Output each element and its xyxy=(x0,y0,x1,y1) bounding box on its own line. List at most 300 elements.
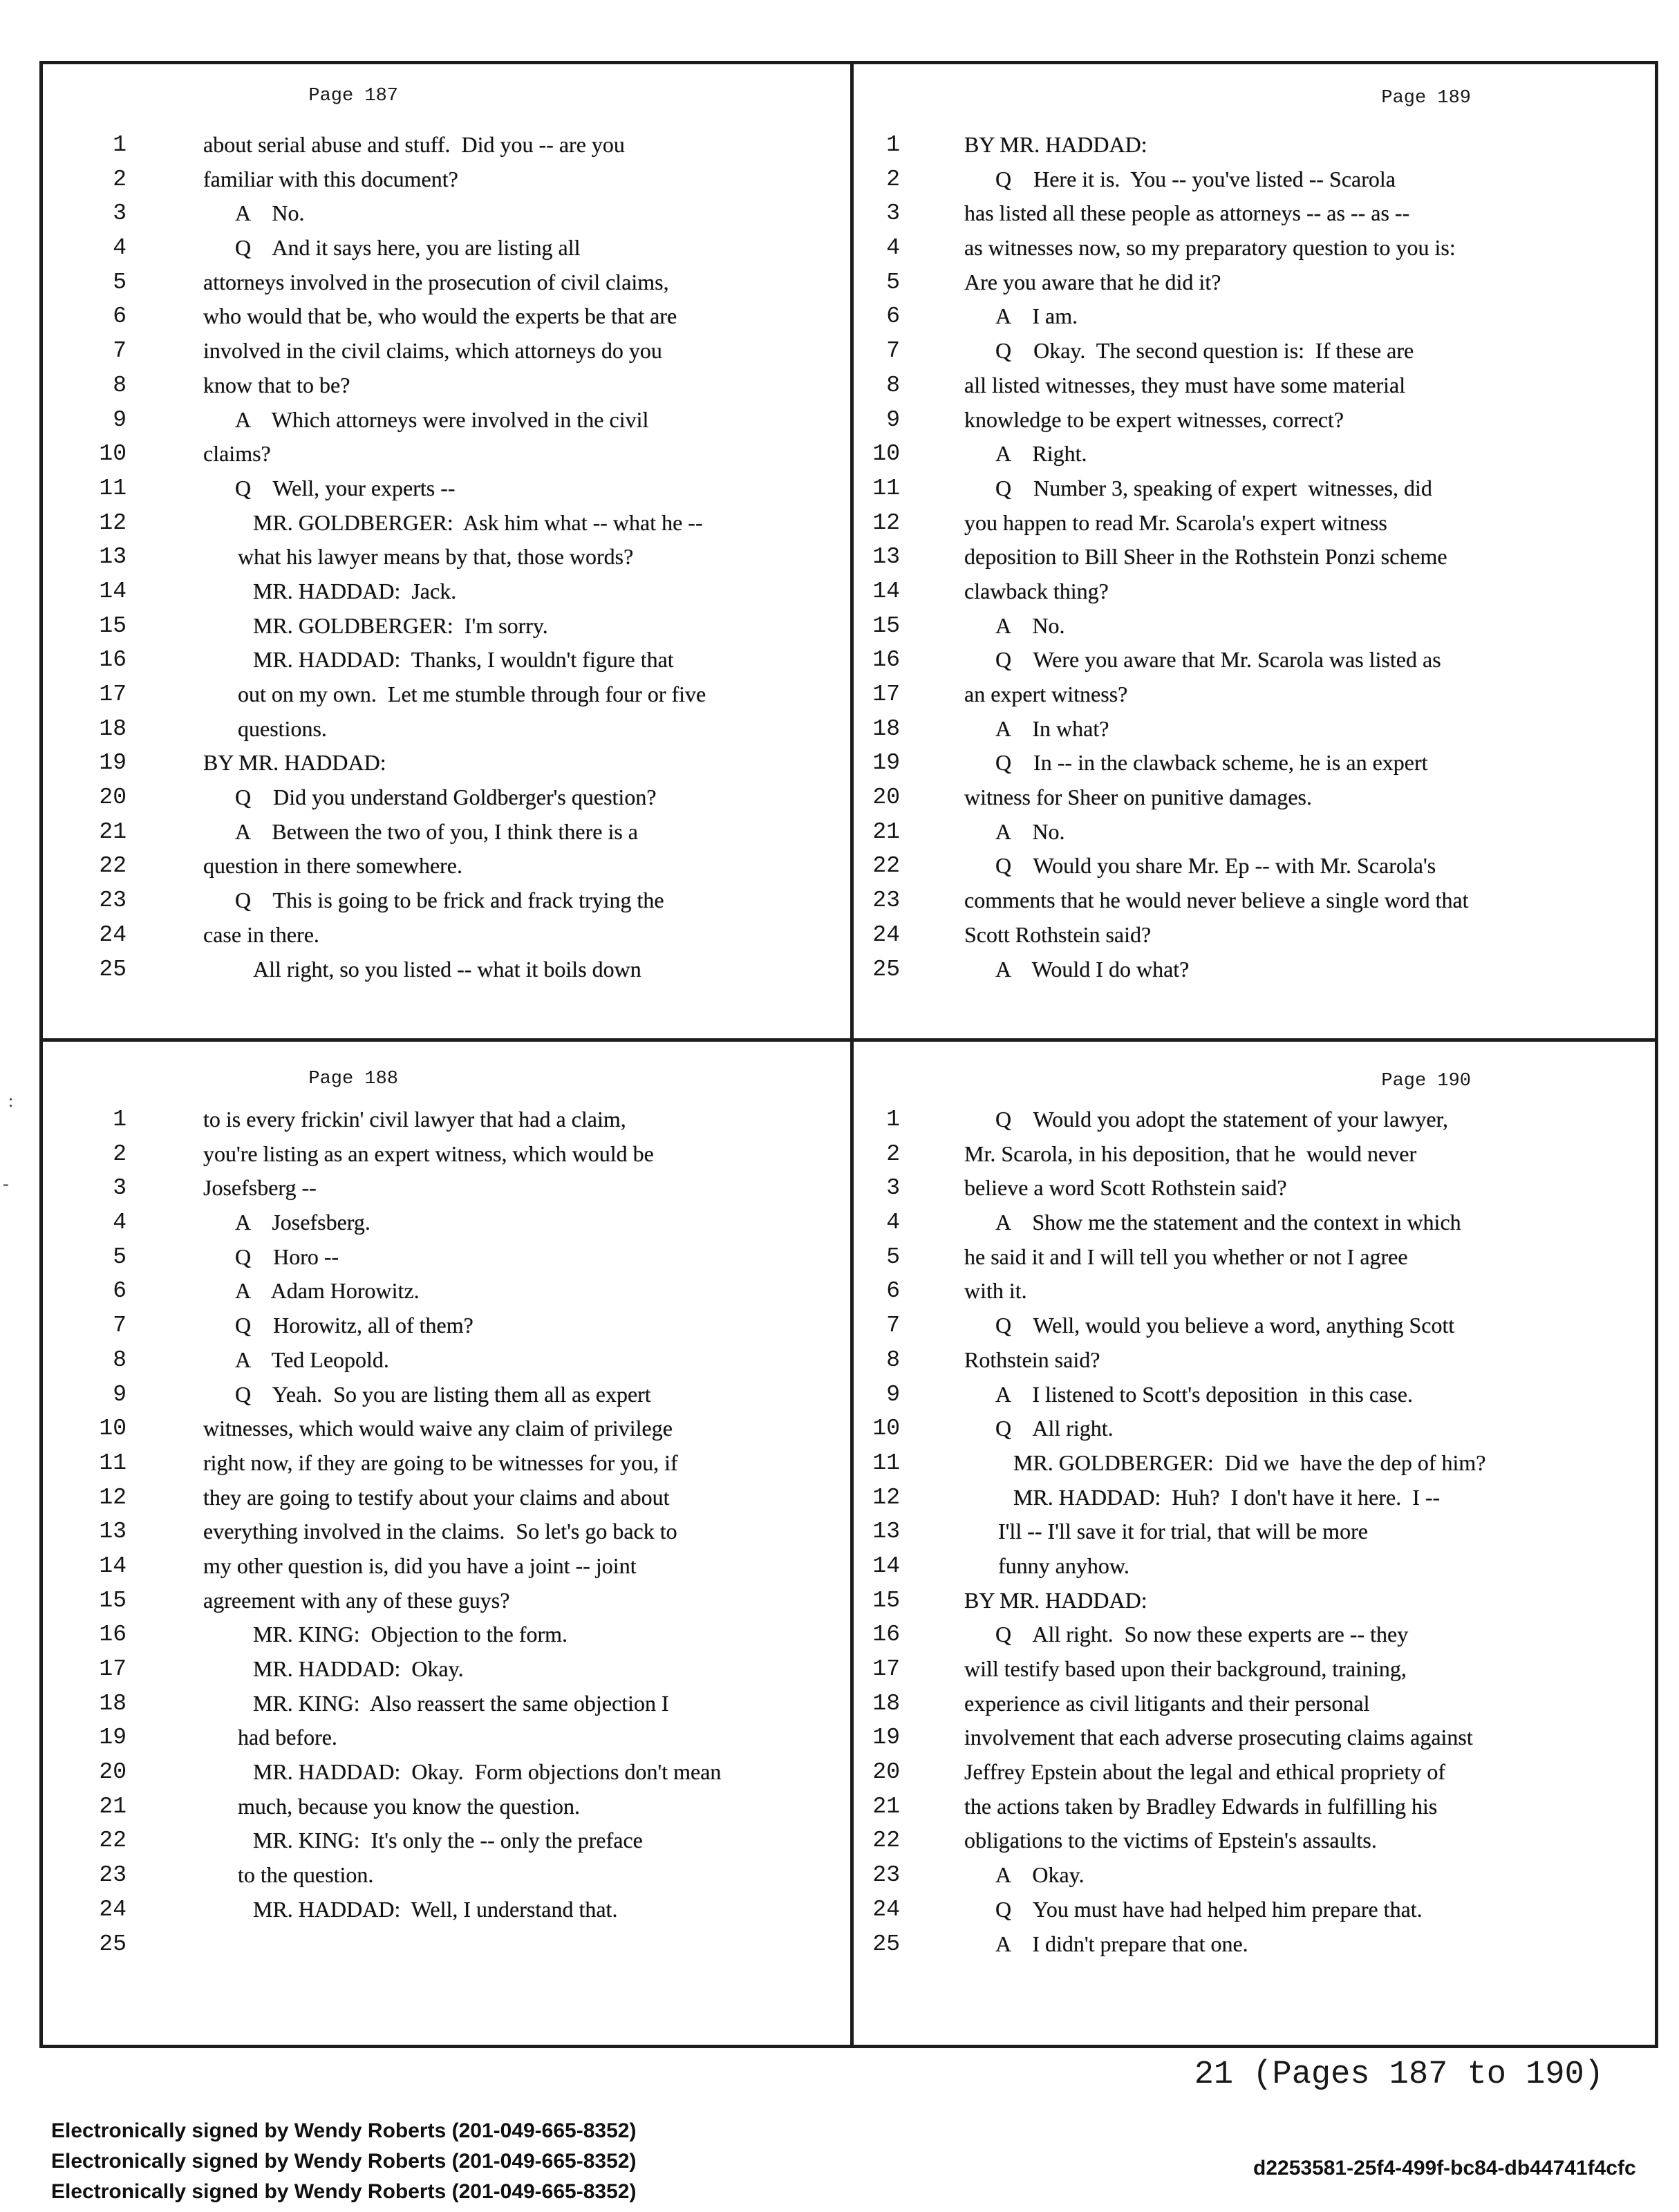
line-text: All right, so you listed -- what it boils down xyxy=(253,956,641,982)
line-number: 13 xyxy=(99,1519,126,1545)
line-text: Are you aware that he did it? xyxy=(964,269,1221,294)
line-number: 14 xyxy=(872,578,900,604)
line-text: with it. xyxy=(964,1278,1027,1304)
line-number: 8 xyxy=(113,1347,126,1373)
line-number: 25 xyxy=(872,1931,900,1957)
line-number: 2 xyxy=(113,166,126,192)
line-text: A I didn't prepare that one. xyxy=(995,1931,1248,1956)
transcript-line xyxy=(42,196,845,231)
transcript-line xyxy=(42,849,845,883)
line-text: MR. GOLDBERGER: I'm sorry. xyxy=(253,612,548,638)
transcript-line xyxy=(854,609,1653,644)
line-text: will testify based upon their background, training, xyxy=(964,1656,1407,1681)
line-number: 17 xyxy=(99,682,126,707)
transcript-line xyxy=(854,1481,1653,1515)
line-text: A In what? xyxy=(995,715,1109,741)
transcript-line xyxy=(42,265,845,300)
transcript-line xyxy=(854,196,1653,231)
transcript-line xyxy=(42,815,845,850)
transcript-line xyxy=(42,1343,845,1378)
transcript-line xyxy=(42,1549,845,1584)
transcript-line xyxy=(854,1755,1653,1790)
line-number: 22 xyxy=(872,853,900,879)
line-text: experience as civil litigants and their personal xyxy=(964,1690,1370,1716)
line-number: 12 xyxy=(872,509,900,536)
line-number: 18 xyxy=(872,715,900,742)
line-text: Q Would you adopt the statement of your lawyer, xyxy=(995,1107,1448,1132)
line-text: A Would I do what? xyxy=(995,956,1190,982)
line-number: 1 xyxy=(886,1107,900,1132)
line-text: all listed witnesses, they must have some material xyxy=(964,372,1406,397)
line-number: 9 xyxy=(886,406,900,433)
transcript-line xyxy=(854,1171,1653,1206)
line-number: 20 xyxy=(872,1759,900,1785)
line-number: 20 xyxy=(99,1759,126,1785)
line-text: everything involved in the claims. So let's go back to xyxy=(203,1519,677,1544)
transcript-line xyxy=(854,643,1653,677)
transcript-line xyxy=(854,437,1653,471)
line-text: case in there. xyxy=(203,921,319,947)
line-number: 25 xyxy=(872,956,900,982)
line-number: 13 xyxy=(99,544,126,570)
line-text: witness for Sheer on punitive damages. xyxy=(964,785,1312,810)
transcript-line xyxy=(42,1412,845,1446)
line-text: to is every frickin' civil lawyer that had a claim, xyxy=(203,1107,626,1132)
line-text: Q All right. xyxy=(995,1416,1114,1441)
line-number: 2 xyxy=(886,166,900,192)
line-number: 19 xyxy=(99,1725,126,1751)
line-number: 18 xyxy=(99,1690,126,1716)
line-number: 21 xyxy=(872,818,900,845)
line-text: claims? xyxy=(203,441,271,467)
line-text: Q Were you aware that Mr. Scarola was listed as xyxy=(995,647,1441,673)
line-number: 11 xyxy=(872,1450,900,1476)
page-header-188: Page 188 xyxy=(308,1069,398,1089)
transcript-line xyxy=(854,1584,1653,1618)
electronic-signature-line: Electronically signed by Wendy Roberts (201-049-665-8352) xyxy=(51,2119,637,2142)
line-number: 20 xyxy=(99,785,126,811)
transcript-line xyxy=(42,1721,845,1755)
line-text: BY MR. HADDAD: xyxy=(203,750,386,776)
line-number: 19 xyxy=(872,750,900,776)
transcript-line xyxy=(42,540,845,574)
line-text: obligations to the victims of Epstein's assaults. xyxy=(964,1828,1377,1853)
line-number: 2 xyxy=(886,1141,900,1167)
line-text: MR. HADDAD: Thanks, I wouldn't figure that xyxy=(253,647,674,673)
line-number: 1 xyxy=(113,1107,126,1132)
transcript-line xyxy=(854,1893,1653,1927)
line-number: 8 xyxy=(113,372,126,398)
transcript-line xyxy=(42,883,845,918)
page-header-189: Page 189 xyxy=(1381,88,1471,109)
transcript-line xyxy=(854,1721,1653,1755)
line-text: Q This is going to be frick and frack trying the xyxy=(235,888,664,913)
transcript-line xyxy=(854,506,1653,541)
transcript-line xyxy=(42,368,845,403)
transcript-line xyxy=(854,1343,1653,1378)
page-header-187: Page 187 xyxy=(308,86,398,106)
line-text: clawback thing? xyxy=(964,578,1109,603)
line-number: 21 xyxy=(99,818,126,845)
line-text: Q Well, would you believe a word, anything Scott xyxy=(995,1313,1455,1338)
line-text: A Ted Leopold. xyxy=(235,1347,389,1372)
line-number: 14 xyxy=(99,1553,126,1579)
vertical-divider xyxy=(850,62,854,2045)
transcript-line xyxy=(42,1240,845,1275)
scan-artifact-dash: - xyxy=(3,1174,9,1194)
line-number: 19 xyxy=(872,1725,900,1751)
transcript-page-188 xyxy=(42,1103,845,1961)
transcript-line xyxy=(42,471,845,506)
transcript-line xyxy=(854,1824,1653,1858)
line-number: 7 xyxy=(113,338,126,364)
line-text: witnesses, which would waive any claim of privilege xyxy=(203,1416,673,1441)
line-text: about serial abuse and stuff. Did you -- are you xyxy=(203,132,625,157)
transcript-line xyxy=(42,1137,845,1172)
line-number: 23 xyxy=(99,888,126,914)
line-text: you happen to read Mr. Scarola's expert witness xyxy=(964,509,1387,535)
transcript-line xyxy=(854,1790,1653,1824)
line-text: Q You must have had helped him prepare that. xyxy=(995,1896,1423,1922)
line-text: my other question is, did you have a joint -- joint xyxy=(203,1553,637,1578)
line-text: comments that he would never believe a single word that xyxy=(964,888,1469,913)
line-number: 6 xyxy=(113,303,126,330)
line-number: 17 xyxy=(872,682,900,707)
line-number: 1 xyxy=(886,132,900,158)
line-text: Q Did you understand Goldberger's question? xyxy=(235,785,657,810)
line-text: knowledge to be expert witnesses, correct? xyxy=(964,406,1344,432)
line-text: Q Would you share Mr. Ep -- with Mr. Scarola's xyxy=(995,853,1436,879)
line-number: 5 xyxy=(886,1244,900,1270)
transcript-line xyxy=(854,403,1653,438)
line-text: A Adam Horowitz. xyxy=(235,1278,420,1304)
line-number: 23 xyxy=(99,1862,126,1888)
line-text: A I listened to Scott's deposition in this case. xyxy=(995,1381,1413,1407)
line-text: MR. KING: Also reassert the same objection I xyxy=(253,1690,669,1716)
transcript-line xyxy=(42,1171,845,1206)
line-number: 20 xyxy=(872,785,900,811)
transcript-line xyxy=(854,780,1653,815)
line-number: 16 xyxy=(872,1622,900,1648)
transcript-line xyxy=(854,128,1653,162)
line-number: 7 xyxy=(886,1313,900,1339)
transcript-page-187 xyxy=(42,128,845,986)
line-text: the actions taken by Bradley Edwards in fulfilling his xyxy=(964,1793,1438,1819)
line-number: 16 xyxy=(99,1622,126,1648)
line-number: 5 xyxy=(113,269,126,295)
horizontal-divider xyxy=(39,1038,1658,1042)
line-number: 25 xyxy=(99,1931,126,1957)
line-number: 21 xyxy=(872,1793,900,1819)
line-text: MR. GOLDBERGER: Did we have the dep of him? xyxy=(1013,1450,1486,1475)
transcript-line xyxy=(42,1378,845,1412)
line-number: 4 xyxy=(113,1210,126,1236)
transcript-line xyxy=(42,574,845,609)
line-number: 13 xyxy=(872,544,900,570)
line-number: 4 xyxy=(886,1210,900,1236)
line-number: 8 xyxy=(886,1347,900,1373)
line-number: 15 xyxy=(872,1587,900,1613)
line-text: attorneys involved in the prosecution of civil claims, xyxy=(203,269,669,294)
line-text: Q Number 3, speaking of expert witnesses, did xyxy=(995,475,1432,500)
transcript-line xyxy=(854,1274,1653,1309)
transcript-line xyxy=(42,746,845,780)
line-number: 24 xyxy=(99,921,126,948)
transcript-line xyxy=(42,1274,845,1309)
transcript-line xyxy=(42,1755,845,1790)
line-number: 6 xyxy=(886,1278,900,1304)
line-text: Q Well, your experts -- xyxy=(235,475,456,500)
transcript-line xyxy=(854,677,1653,712)
transcript-line xyxy=(42,1481,845,1515)
line-text: know that to be? xyxy=(203,372,350,397)
transcript-line xyxy=(42,231,845,265)
electronic-signature-line: Electronically signed by Wendy Roberts (201-049-665-8352) xyxy=(51,2180,637,2203)
line-text: Q Horo -- xyxy=(235,1244,339,1269)
line-number: 18 xyxy=(872,1690,900,1716)
transcript-line xyxy=(42,1893,845,1927)
transcript-line xyxy=(42,1206,845,1240)
line-text: MR. HADDAD: Okay. xyxy=(253,1656,464,1681)
line-text: I'll -- I'll save it for trial, that will be more xyxy=(998,1519,1368,1544)
line-text: BY MR. HADDAD: xyxy=(964,132,1147,157)
transcript-line xyxy=(42,1652,845,1687)
line-text: MR. HADDAD: Well, I understand that. xyxy=(253,1896,618,1922)
line-text: involvement that each adverse prosecuting claims against xyxy=(964,1725,1473,1750)
line-text: A No. xyxy=(235,200,305,226)
line-text: has listed all these people as attorneys -- as -- as -- xyxy=(964,200,1410,226)
transcript-line xyxy=(854,746,1653,780)
line-number: 12 xyxy=(99,1484,126,1510)
line-text: what his lawyer means by that, those words? xyxy=(238,544,634,570)
line-number: 12 xyxy=(872,1484,900,1510)
transcript-line xyxy=(42,1618,845,1652)
line-text: Josefsberg -- xyxy=(203,1175,317,1201)
transcript-line xyxy=(854,162,1653,197)
transcript-page-190 xyxy=(854,1103,1653,1961)
line-text: MR. HADDAD: Okay. Form objections don't mean xyxy=(253,1759,722,1785)
line-number: 25 xyxy=(99,956,126,982)
line-number: 9 xyxy=(113,1381,126,1407)
transcript-line xyxy=(854,334,1653,368)
line-number: 7 xyxy=(113,1313,126,1339)
transcript-line xyxy=(854,1652,1653,1687)
line-number: 19 xyxy=(99,750,126,776)
transcript-line xyxy=(854,1137,1653,1172)
transcript-line xyxy=(854,1687,1653,1721)
line-number: 9 xyxy=(886,1381,900,1407)
line-text: MR. HADDAD: Jack. xyxy=(253,578,457,603)
line-number: 5 xyxy=(113,1244,126,1270)
line-number: 2 xyxy=(113,1141,126,1167)
transcript-page-189 xyxy=(854,128,1653,986)
line-text: questions. xyxy=(238,715,327,741)
transcript-line xyxy=(854,1412,1653,1446)
line-number: 15 xyxy=(99,1587,126,1613)
line-text: who would that be, who would the experts be that are xyxy=(203,303,677,329)
line-text: an expert witness? xyxy=(964,682,1128,706)
line-number: 10 xyxy=(99,441,126,467)
transcript-line xyxy=(42,1790,845,1824)
line-number: 11 xyxy=(99,475,126,501)
page-header-190: Page 190 xyxy=(1381,1071,1471,1091)
line-number: 10 xyxy=(872,1416,900,1442)
line-number: 24 xyxy=(872,921,900,948)
line-text: familiar with this document? xyxy=(203,166,458,191)
line-number: 14 xyxy=(872,1553,900,1579)
transcript-line xyxy=(42,299,845,334)
line-text: A Show me the statement and the context in which xyxy=(995,1210,1461,1235)
line-text: A I am. xyxy=(995,303,1078,329)
transcript-line xyxy=(42,643,845,677)
transcript-line xyxy=(854,231,1653,265)
line-text: Q And it says here, you are listing all xyxy=(235,235,581,261)
transcript-line xyxy=(854,1927,1653,1962)
line-text: had before. xyxy=(238,1725,337,1750)
line-number: 5 xyxy=(886,269,900,295)
transcript-line xyxy=(854,1858,1653,1893)
line-text: Mr. Scarola, in his deposition, that he would never xyxy=(964,1141,1417,1166)
transcript-line xyxy=(42,128,845,162)
line-text: A Right. xyxy=(995,441,1087,467)
line-number: 4 xyxy=(113,235,126,261)
line-number: 16 xyxy=(872,647,900,673)
line-text: MR. GOLDBERGER: Ask him what -- what he -- xyxy=(253,509,703,535)
line-number: 23 xyxy=(872,1862,900,1888)
line-number: 6 xyxy=(886,303,900,330)
line-number: 3 xyxy=(113,1175,126,1201)
transcript-line xyxy=(42,1687,845,1721)
transcript-line xyxy=(854,1378,1653,1412)
transcript-line xyxy=(854,540,1653,574)
line-text: to the question. xyxy=(238,1862,374,1888)
line-text: A Josefsberg. xyxy=(235,1210,370,1235)
transcript-line xyxy=(854,849,1653,883)
transcript-line xyxy=(854,1446,1653,1481)
line-text: he said it and I will tell you whether or not I agree xyxy=(964,1244,1408,1269)
transcript-line xyxy=(42,162,845,197)
transcript-line xyxy=(42,1858,845,1893)
line-text: funny anyhow. xyxy=(998,1553,1129,1578)
line-number: 12 xyxy=(99,509,126,536)
line-number: 14 xyxy=(99,578,126,604)
transcript-line xyxy=(854,815,1653,850)
transcript-line xyxy=(854,574,1653,609)
line-number: 7 xyxy=(886,338,900,364)
transcript-line xyxy=(42,1446,845,1481)
line-text: Jeffrey Epstein about the legal and ethical propriety of xyxy=(964,1759,1446,1785)
transcript-line xyxy=(854,1515,1653,1549)
line-text: you're listing as an expert witness, which would be xyxy=(203,1141,654,1166)
scan-artifact-colon: : xyxy=(8,1091,14,1111)
line-text: MR. HADDAD: Huh? I don't have it here. I -- xyxy=(1013,1484,1441,1510)
transcript-line xyxy=(42,1927,845,1962)
transcript-line xyxy=(42,677,845,712)
transcript-line xyxy=(42,1824,845,1858)
line-number: 9 xyxy=(113,406,126,433)
transcript-line xyxy=(854,1618,1653,1652)
transcript-line xyxy=(854,368,1653,403)
line-number: 17 xyxy=(872,1656,900,1682)
line-number: 16 xyxy=(99,647,126,673)
line-number: 11 xyxy=(872,475,900,501)
line-text: they are going to testify about your claims and about xyxy=(203,1484,670,1510)
line-text: much, because you know the question. xyxy=(238,1793,580,1819)
line-number: 3 xyxy=(886,200,900,227)
transcript-line xyxy=(42,918,845,953)
line-text: Q All right. So now these experts are -- they xyxy=(995,1622,1409,1647)
line-number: 22 xyxy=(99,853,126,879)
transcript-line xyxy=(854,265,1653,300)
transcript-line xyxy=(42,1309,845,1343)
transcript-line xyxy=(854,883,1653,918)
line-number: 15 xyxy=(99,612,126,639)
line-text: A Which attorneys were involved in the civil xyxy=(235,406,649,432)
line-text: Q Here it is. You -- you've listed -- Scarola xyxy=(995,166,1396,191)
line-text: Rothstein said? xyxy=(964,1347,1100,1372)
line-text: out on my own. Let me stumble through four or five xyxy=(238,682,706,706)
transcript-line xyxy=(854,953,1653,987)
transcript-line xyxy=(42,609,845,644)
line-text: A No. xyxy=(995,612,1065,638)
transcript-line xyxy=(42,953,845,987)
line-number: 13 xyxy=(872,1519,900,1545)
line-text: A Between the two of you, I think there is a xyxy=(235,818,638,844)
transcript-line xyxy=(42,334,845,368)
line-text: involved in the civil claims, which attorneys do you xyxy=(203,338,662,364)
line-number: 3 xyxy=(886,1175,900,1201)
line-number: 15 xyxy=(872,612,900,639)
transcript-line xyxy=(854,1206,1653,1240)
line-text: Q In -- in the clawback scheme, he is an expert xyxy=(995,750,1428,776)
transcript-line xyxy=(854,299,1653,334)
transcript-line xyxy=(854,1103,1653,1137)
line-text: question in there somewhere. xyxy=(203,853,462,879)
electronic-signature-line: Electronically signed by Wendy Roberts (201-049-665-8352) xyxy=(51,2150,637,2173)
transcript-line xyxy=(854,712,1653,747)
transcript-line xyxy=(42,712,845,747)
line-number: 11 xyxy=(99,1450,126,1476)
line-number: 24 xyxy=(99,1896,126,1922)
line-text: BY MR. HADDAD: xyxy=(964,1587,1147,1613)
transcript-line xyxy=(854,471,1653,506)
line-number: 23 xyxy=(872,888,900,914)
line-text: Q Okay. The second question is: If these are xyxy=(995,338,1414,364)
transcript-line xyxy=(854,1240,1653,1275)
line-number: 22 xyxy=(872,1828,900,1854)
transcript-line xyxy=(42,780,845,815)
transcript-line xyxy=(42,1515,845,1549)
line-text: MR. KING: It's only the -- only the preface xyxy=(253,1828,643,1853)
line-text: MR. KING: Objection to the form. xyxy=(253,1622,568,1647)
line-text: Scott Rothstein said? xyxy=(964,921,1152,947)
transcript-line xyxy=(42,1103,845,1137)
transcript-line xyxy=(854,1309,1653,1343)
line-number: 10 xyxy=(99,1416,126,1442)
line-text: A Okay. xyxy=(995,1862,1085,1888)
line-number: 10 xyxy=(872,441,900,467)
line-text: believe a word Scott Rothstein said? xyxy=(964,1175,1287,1201)
line-number: 8 xyxy=(886,372,900,398)
transcript-line xyxy=(42,506,845,541)
transcript-line xyxy=(42,1584,845,1618)
line-number: 4 xyxy=(886,235,900,261)
line-text: deposition to Bill Sheer in the Rothstein Ponzi scheme xyxy=(964,544,1447,570)
line-text: Q Yeah. So you are listing them all as expert xyxy=(235,1381,651,1407)
page-range-footer: 21 (Pages 187 to 190) xyxy=(1194,2056,1604,2093)
line-number: 17 xyxy=(99,1656,126,1682)
transcript-line xyxy=(854,1549,1653,1584)
